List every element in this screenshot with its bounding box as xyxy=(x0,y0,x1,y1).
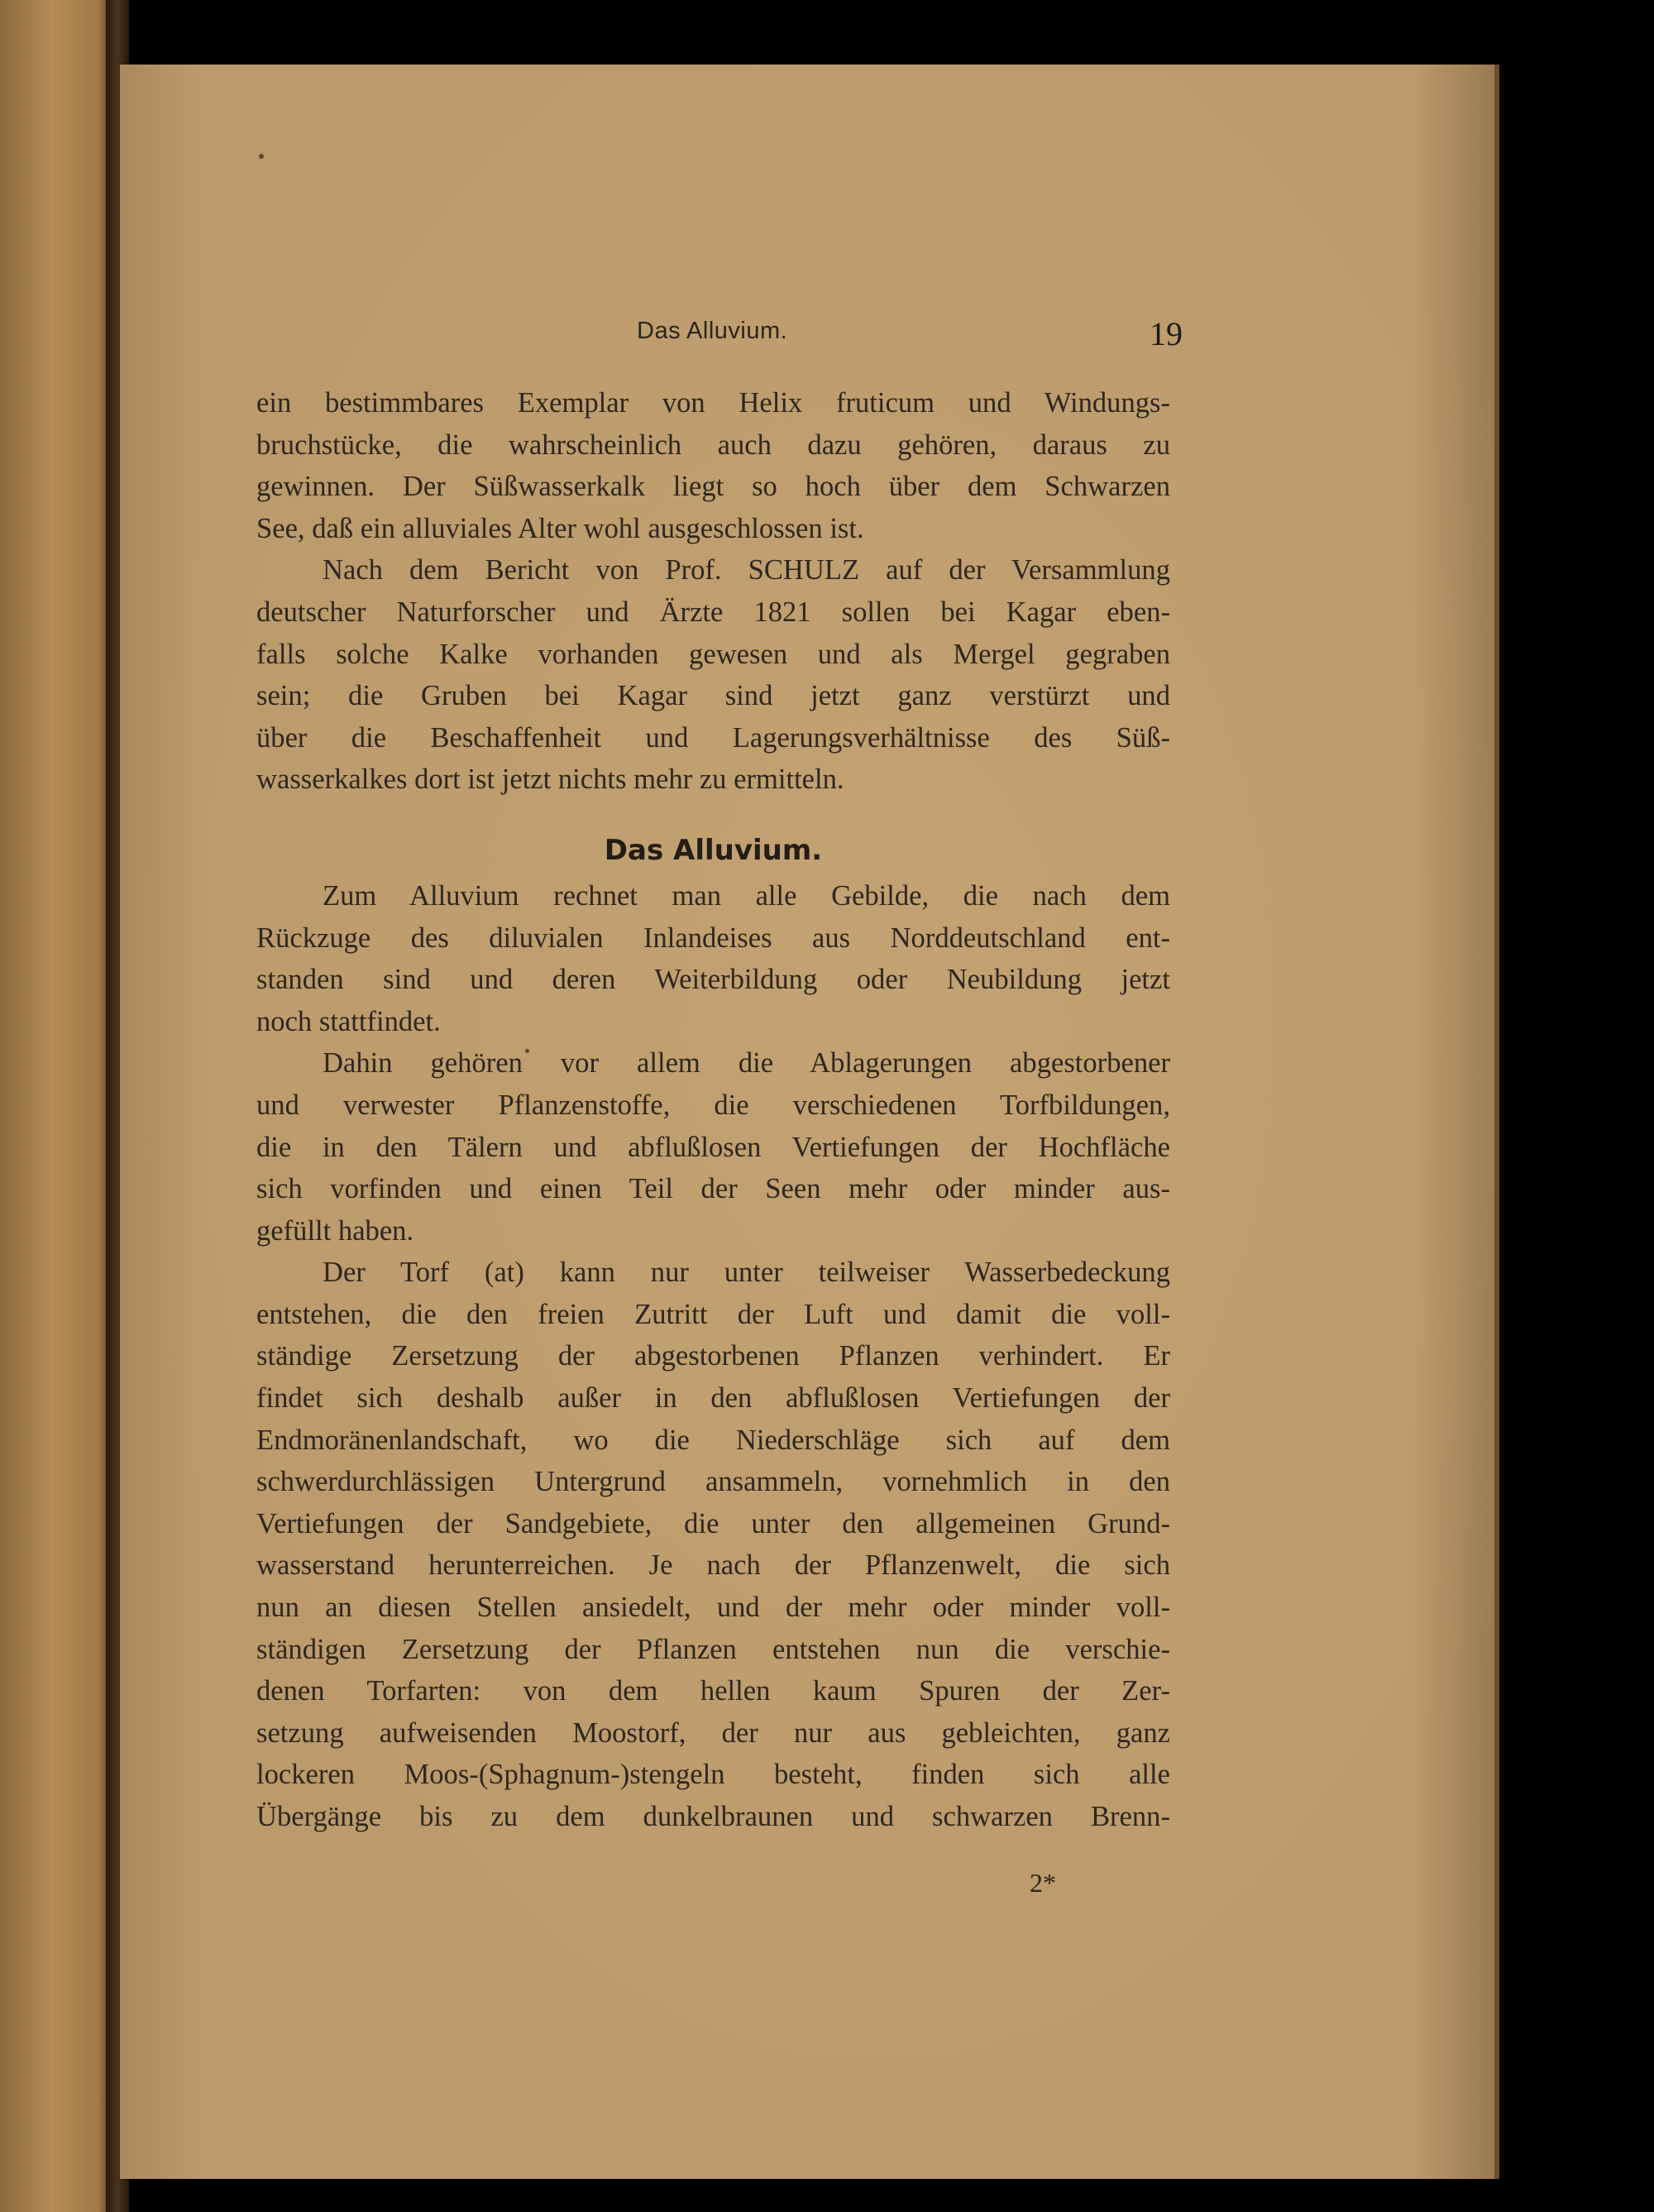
text-line xyxy=(256,1127,1170,1169)
text-line-content: Der Torf (at) kann nur unter teilweiser Wasserbedeckung xyxy=(323,1257,1170,1289)
text-line-content: Übergänge bis zu dem dunkelbraunen und schwarzen Brenn- xyxy=(256,1801,1170,1832)
text-line-content: ständigen Zersetzung der Pflanzen entstehen nun die verschie- xyxy=(256,1633,1170,1665)
text-line xyxy=(256,1252,1170,1294)
page-header xyxy=(637,314,1183,356)
text-line-content: Endmoränenlandschaft, wo die Niederschläge sich auf dem xyxy=(256,1424,1170,1456)
text-line xyxy=(256,424,1170,467)
text-line-content: Nach dem Bericht von Prof. SCHULZ auf der Versammlung xyxy=(323,554,1170,587)
text-line xyxy=(256,634,1170,676)
text-line-content: findet sich deshalb außer in den abflußlosen Vertiefungen der xyxy=(256,1382,1170,1415)
text-line xyxy=(256,1210,1170,1252)
text-line xyxy=(256,1754,1170,1796)
text-line xyxy=(256,508,1170,550)
text-line xyxy=(256,1587,1170,1629)
text-line-content: wasserstand herunterreichen. Je nach der Pflanzenwelt, die sich xyxy=(256,1549,1170,1582)
text-line xyxy=(256,1461,1170,1503)
signature-mark: 2* xyxy=(1030,1868,1056,1898)
text-line-content: ständige Zersetzung der abgestorbenen Pflanzen verhindert. Er xyxy=(256,1340,1170,1372)
paragraph xyxy=(256,549,1170,801)
text-line xyxy=(256,675,1170,717)
text-line xyxy=(256,1294,1170,1336)
text-line xyxy=(256,549,1170,591)
text-line-content: gewinnen. Der Süßwasserkalk liegt so hoch über dem Schwarzen xyxy=(256,471,1170,503)
text-line-content: falls solche Kalke vorhanden gewesen und als Mergel gegraben xyxy=(256,638,1170,670)
text-line xyxy=(256,591,1170,634)
text-line-content: nun an diesen Stellen ansiedelt, und der mehr oder minder voll- xyxy=(256,1592,1170,1624)
text-line-content: setzung aufweisenden Moostorf, der nur aus gebleichten, ganz xyxy=(256,1716,1170,1749)
text-line xyxy=(256,1335,1170,1377)
text-line-content: denen Torfarten: von dem hellen kaum Spuren der Zer- xyxy=(256,1675,1170,1707)
text-line xyxy=(256,1629,1170,1671)
text-line-content: schwerdurchlässigen Untergrund ansammeln, vornehmlich in den xyxy=(256,1466,1170,1498)
text-line xyxy=(256,959,1170,1001)
text-line xyxy=(256,717,1170,759)
paragraph xyxy=(256,382,1170,549)
paragraph xyxy=(256,1042,1170,1252)
text-line-content: die in den Tälern und abflußlosen Vertiefungen der Hochfläche xyxy=(256,1131,1170,1163)
text-line-content: und verwester Pflanzenstoffe, die verschiedenen Torfbildungen, xyxy=(256,1089,1170,1121)
paragraph xyxy=(256,875,1170,1042)
previous-page-edge xyxy=(0,0,116,2212)
text-line-content: standen sind und deren Weiterbildung oder Neubildung jetzt xyxy=(256,964,1170,996)
paper-speck xyxy=(259,154,264,159)
text-line-content: sich vorfinden und einen Teil der Seen mehr oder minder aus- xyxy=(256,1173,1170,1205)
text-line-content: noch stattfindet. xyxy=(256,1005,441,1037)
text-line-content: See, daß ein alluviales Alter wohl ausgeschlossen ist. xyxy=(256,512,864,544)
text-line xyxy=(256,1420,1170,1462)
paragraph xyxy=(256,1252,1170,1837)
text-line xyxy=(256,875,1170,917)
text-line-content: wasserkalkes dort ist jetzt nichts mehr zu ermitteln. xyxy=(256,764,844,796)
text-line-content: deutscher Naturforscher und Ärzte 1821 sollen bei Kagar eben- xyxy=(256,596,1170,628)
text-line-content: entstehen, die den freien Zutritt der Luft und damit die voll- xyxy=(256,1298,1170,1330)
text-line xyxy=(256,1544,1170,1587)
text-line xyxy=(256,1712,1170,1755)
text-line-content: bruchstücke, die wahrscheinlich auch dazu gehören, daraus zu xyxy=(256,429,1170,461)
text-line xyxy=(256,466,1170,508)
text-line-content: gefüllt haben. xyxy=(256,1214,414,1247)
text-line-content: Vertiefungen der Sandgebiete, die unter den allgemeinen Grund- xyxy=(256,1507,1170,1539)
text-line-content: ein bestimmbares Exemplar von Helix fruticum und Windungs- xyxy=(256,387,1170,419)
text-line xyxy=(256,1670,1170,1712)
text-line-content: Zum Alluvium rechnet man alle Gebilde, die nach dem xyxy=(323,879,1170,912)
text-line xyxy=(256,759,1170,801)
text-line xyxy=(256,1042,1170,1084)
text-line-content: über die Beschaffenheit und Lagerungsverhältnisse des Süß- xyxy=(256,721,1170,754)
text-line-content: Rückzuge des diluvialen Inlandeises aus Norddeutschland ent- xyxy=(256,922,1170,954)
text-line xyxy=(256,1503,1170,1545)
text-line xyxy=(256,1377,1170,1420)
text-line xyxy=(256,1084,1170,1127)
text-line-content: Dahin gehören vor allem die Ablagerungen abgestorbener xyxy=(323,1047,1170,1080)
text-line xyxy=(256,917,1170,960)
page-number: 19 xyxy=(1150,315,1183,352)
section-heading: Das Alluvium. xyxy=(604,833,823,867)
text-line xyxy=(256,1001,1170,1043)
body-text xyxy=(256,382,1170,1838)
text-line-content: lockeren Moos-(Sphagnum-)stengeln besteht, finden sich alle xyxy=(256,1759,1170,1791)
text-line xyxy=(256,382,1170,424)
running-head: Das Alluvium. xyxy=(637,318,788,344)
text-line xyxy=(256,1168,1170,1210)
text-line xyxy=(256,1796,1170,1838)
text-line-content: sein; die Gruben bei Kagar sind jetzt ganz verstürzt und xyxy=(256,680,1170,712)
